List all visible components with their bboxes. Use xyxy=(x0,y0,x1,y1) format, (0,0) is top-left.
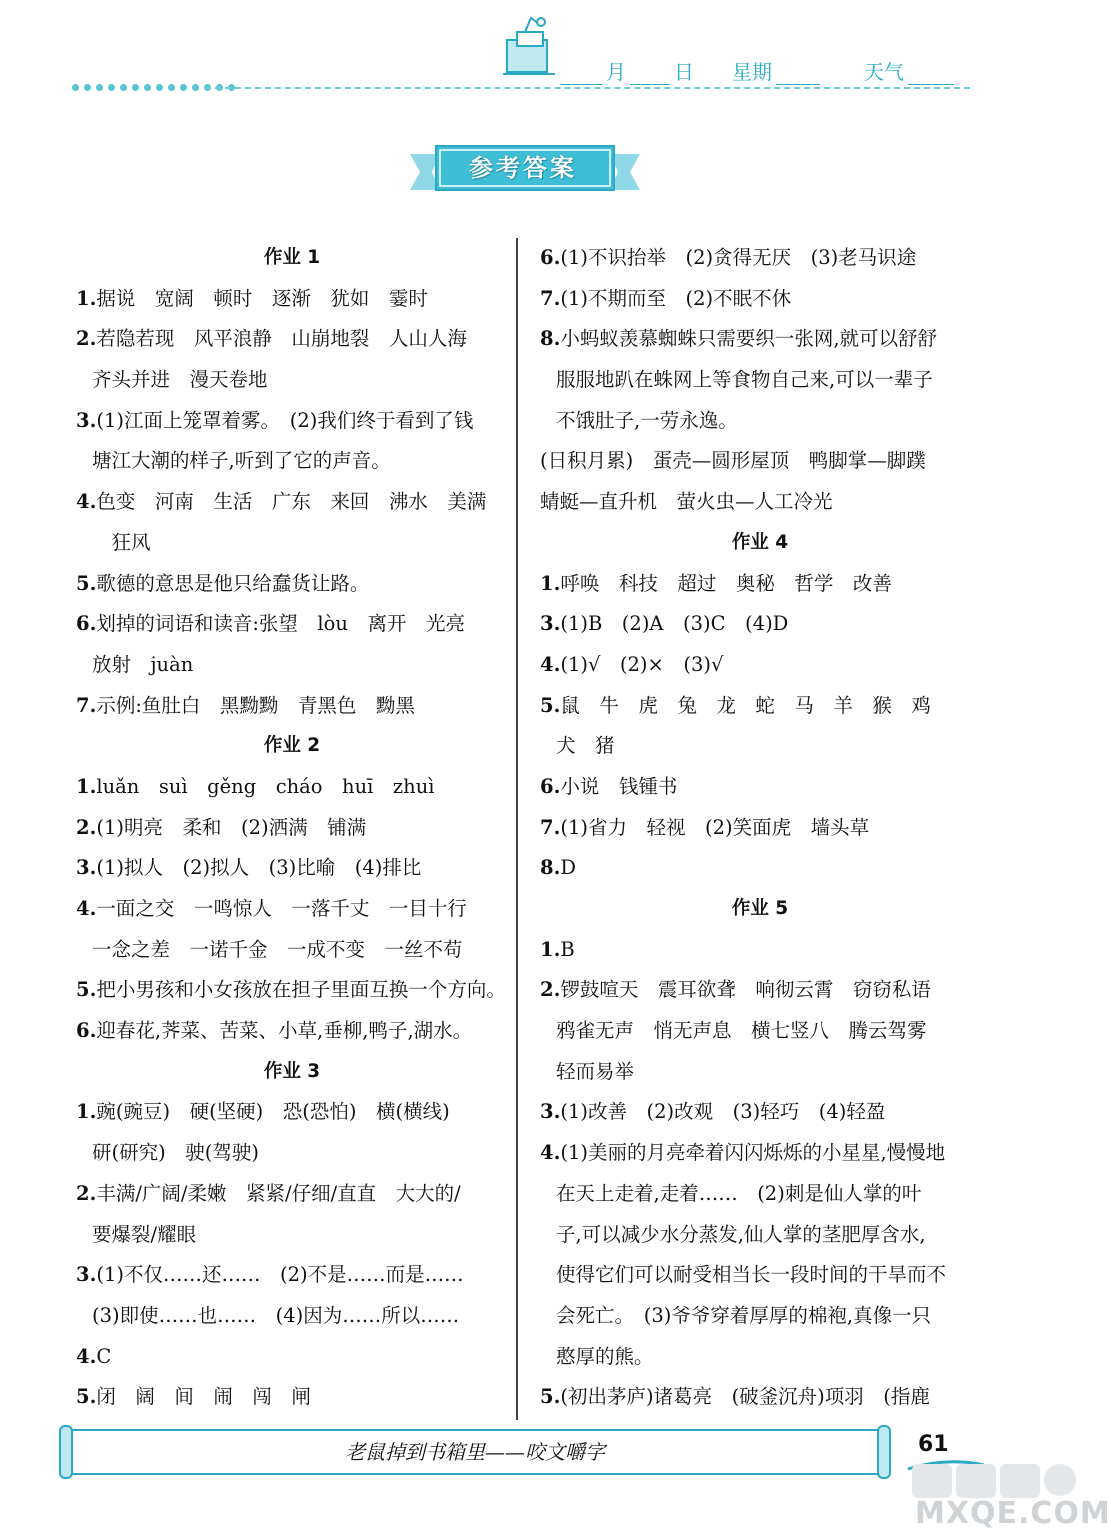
answer-line xyxy=(76,1215,508,1256)
answer-line xyxy=(76,360,508,401)
answer-line xyxy=(76,604,508,645)
answer-text: 迎春花,荠菜、苦菜、小草,垂柳,鸭子,湖水。 xyxy=(96,1019,473,1043)
answer-text: 色变 河南 生活 广东 来回 沸水 美满 xyxy=(96,490,487,514)
banner-title: 参考答案 xyxy=(469,154,577,182)
question-number: 8. xyxy=(540,856,561,880)
question-number: 2. xyxy=(76,327,97,351)
answer-text: 憨厚的熊。 xyxy=(556,1344,654,1368)
question-number: 3. xyxy=(76,1263,97,1287)
day-label: 日 xyxy=(674,60,694,84)
answer-line xyxy=(76,1377,508,1418)
answer-line xyxy=(76,1255,508,1296)
answer-text: 塘江大潮的样子,听到了它的声音。 xyxy=(92,449,391,473)
answer-line xyxy=(540,930,980,971)
question-number: 1. xyxy=(540,937,561,961)
answer-text: 会死亡。 (3)爷爷穿着厚厚的棉袍,真像一只 xyxy=(556,1303,932,1327)
answer-text: 豌(豌豆) 硬(坚硬) 恐(恐怕) 横(横线) xyxy=(96,1100,450,1124)
answer-text: (3)即使……也…… (4)因为……所以…… xyxy=(92,1303,460,1327)
question-number: 3. xyxy=(540,612,561,636)
question-number: 2. xyxy=(540,978,561,1002)
answer-text: 划掉的词语和读音:张望 lòu 离开 光亮 xyxy=(96,612,465,636)
section-heading: 作业 2 xyxy=(263,735,321,757)
answer-line xyxy=(540,726,980,767)
question-number: 6. xyxy=(76,612,97,636)
question-number: 5. xyxy=(76,1385,97,1409)
question-number: 4. xyxy=(540,652,561,676)
answer-line xyxy=(540,808,980,849)
question-number: 2. xyxy=(76,1181,97,1205)
page-header xyxy=(0,0,1089,110)
question-number: 1. xyxy=(76,286,97,310)
answer-text: 歌德的意思是他只给蠢货让路。 xyxy=(96,571,370,595)
answer-text: 把小男孩和小女孩放在担子里面互换一个方向。 xyxy=(96,978,506,1002)
weekday-label: 星期 xyxy=(732,60,772,84)
answer-line xyxy=(540,441,980,482)
answer-line xyxy=(540,1377,980,1418)
answer-text: 使得它们可以耐受相当长一段时间的干旱而不 xyxy=(556,1263,947,1287)
answer-line xyxy=(540,1337,980,1378)
answer-text: 一念之差 一诺千金 一成不变 一丝不苟 xyxy=(92,937,463,961)
answer-text: 不饿肚子,一劳永逸。 xyxy=(556,408,738,432)
answer-text: luǎn suì gěng cháo huī zhuì xyxy=(96,774,435,798)
answer-line xyxy=(540,1052,980,1093)
answer-text: 子,可以减少水分蒸发,仙人掌的茎肥厚含水, xyxy=(556,1222,926,1246)
watermark-url: MXQE.COM xyxy=(915,1496,1111,1531)
answer-line xyxy=(540,645,980,686)
answer-text: 锣鼓喧天 震耳欲聋 响彻云霄 窃窃私语 xyxy=(560,978,931,1002)
answer-line xyxy=(76,523,508,564)
question-number: 2. xyxy=(76,815,97,839)
answer-text: 据说 宽阔 顿时 逐渐 犹如 霎时 xyxy=(96,286,428,310)
answer-line xyxy=(76,686,508,727)
answer-text: 放射 juàn xyxy=(92,652,194,676)
date-fields xyxy=(560,56,954,85)
answer-line xyxy=(76,645,508,686)
answer-line xyxy=(540,1174,980,1215)
column-divider xyxy=(516,238,518,1420)
question-number: 1. xyxy=(540,571,561,595)
question-number: 3. xyxy=(76,856,97,880)
answer-text: (1)美丽的月亮牵着闪闪烁烁的小星星,慢慢地 xyxy=(560,1141,946,1165)
answer-line xyxy=(540,1215,980,1256)
answer-text: B xyxy=(560,937,575,961)
answer-line xyxy=(76,441,508,482)
question-number: 1. xyxy=(76,1100,97,1124)
question-number: 3. xyxy=(76,408,97,432)
section-heading: 作业 5 xyxy=(731,898,789,919)
answer-text: 一面之交 一鸣惊人 一落千丈 一目十行 xyxy=(96,897,467,920)
month-blank[interactable] xyxy=(560,62,602,85)
answer-line xyxy=(540,319,980,360)
answer-text: 小蚂蚁羡慕蜘蛛只需要织一张网,就可以舒舒 xyxy=(560,327,938,351)
answer-line xyxy=(76,808,508,849)
books-illustration-icon xyxy=(495,10,565,80)
question-number: 5. xyxy=(76,571,97,595)
month-label: 月 xyxy=(606,60,626,84)
answer-line xyxy=(76,848,508,889)
weekday-blank[interactable] xyxy=(776,62,820,85)
answer-line xyxy=(540,1133,980,1174)
answer-line xyxy=(540,564,980,605)
answer-text: (1)B (2)A (3)C (4)D xyxy=(560,612,789,636)
page-number: 61 xyxy=(918,1432,949,1457)
answer-line xyxy=(76,279,508,320)
answer-text: 呼唤 科技 超过 奥秘 哲学 改善 xyxy=(560,571,892,595)
answer-line xyxy=(540,970,980,1011)
answer-text: (1)拟人 (2)拟人 (3)比喻 (4)排比 xyxy=(96,856,422,880)
question-number: 4. xyxy=(76,897,97,920)
answer-line xyxy=(76,1133,508,1174)
answer-line xyxy=(540,360,980,401)
section-heading: 作业 3 xyxy=(263,1060,321,1082)
answer-text: 闭 阔 间 闹 闯 闸 xyxy=(96,1385,311,1409)
answer-line xyxy=(76,1092,508,1133)
answer-line xyxy=(76,889,508,930)
left-column xyxy=(76,238,508,1418)
answer-text: 若隐若现 风平浪静 山崩地裂 人山人海 xyxy=(96,327,467,351)
answer-text: (1)√ (2)× (3)√ xyxy=(560,652,724,676)
answer-text: (1)不期而至 (2)不眠不休 xyxy=(560,286,792,310)
answer-text: (1)省力 轻视 (2)笑面虎 墙头草 xyxy=(560,815,870,839)
answer-line xyxy=(76,970,508,1011)
answer-line xyxy=(76,1337,508,1378)
answer-text: 狂风 xyxy=(92,530,151,554)
question-number: 7. xyxy=(540,815,561,839)
header-dashed-line xyxy=(205,87,970,89)
answer-text: C xyxy=(96,1344,112,1368)
answer-line xyxy=(540,401,980,442)
question-number: 5. xyxy=(76,978,97,1002)
answer-text: 犬 猪 xyxy=(556,734,615,758)
answer-line xyxy=(76,564,508,605)
section-heading: 作业 1 xyxy=(263,247,321,268)
right-column xyxy=(540,238,980,1418)
answer-text: D xyxy=(560,856,576,880)
question-number: 7. xyxy=(76,693,97,717)
answer-text: 要爆裂/耀眼 xyxy=(92,1222,197,1246)
question-number: 3. xyxy=(540,1100,561,1124)
answer-line xyxy=(540,848,980,889)
question-number: 7. xyxy=(540,286,561,310)
answer-text: 在天上走着,走着…… (2)刺是仙人掌的叶 xyxy=(556,1181,922,1205)
answer-line xyxy=(76,482,508,523)
answer-line xyxy=(540,279,980,320)
question-number: 6. xyxy=(540,246,561,269)
question-number: 4. xyxy=(76,1344,97,1368)
section-heading: 作业 4 xyxy=(731,531,789,553)
answer-line xyxy=(76,767,508,808)
answer-text: (1)明亮 柔和 (2)洒满 铺满 xyxy=(96,815,367,839)
answer-text: 轻而易举 xyxy=(556,1059,635,1083)
footer-saying: 老鼠掉到书箱里——咬文嚼字 xyxy=(345,1440,605,1464)
answer-text: 齐头并进 漫天卷地 xyxy=(92,368,268,392)
answer-text: (1)改善 (2)改观 (3)轻巧 (4)轻盈 xyxy=(560,1100,886,1124)
question-number: 4. xyxy=(540,1141,561,1165)
answer-text: (日积月累) 蛋壳—圆形屋顶 鸭脚掌—脚蹼 xyxy=(540,449,926,473)
answer-line xyxy=(76,930,508,971)
day-blank[interactable] xyxy=(630,62,670,85)
answer-text: 鸦雀无声 悄无声息 横七竖八 腾云驾雾 xyxy=(556,1019,927,1043)
answer-line xyxy=(76,1011,508,1052)
question-number: 6. xyxy=(76,1019,97,1043)
answer-text: (初出茅庐)诸葛亮 (破釜沉舟)项羽 (指鹿 xyxy=(560,1385,930,1409)
answer-text: 丰满/广阔/柔嫩 紧紧/仔细/直直 大大的/ xyxy=(96,1181,461,1205)
answer-text: (1)江面上笼罩着雾。 (2)我们终于看到了钱 xyxy=(96,408,474,432)
answer-line xyxy=(76,401,508,442)
answer-text: 示例:鱼肚白 黑黝黝 青黑色 黝黑 xyxy=(96,693,415,717)
question-number: 5. xyxy=(540,693,561,717)
answer-text: 服服地趴在蛛网上等食物自己来,可以一辈子 xyxy=(556,368,933,392)
answer-text: 研(研究) 驶(驾驶) xyxy=(92,1141,259,1165)
answer-text: (1)不识抬举 (2)贪得无厌 (3)老马识途 xyxy=(560,246,917,269)
answer-line xyxy=(540,767,980,808)
answer-line xyxy=(540,1255,980,1296)
question-number: 4. xyxy=(76,490,97,514)
answer-text: 小说 钱锺书 xyxy=(560,774,678,798)
question-number: 6. xyxy=(540,774,561,798)
answer-text: 鼠 牛 虎 兔 龙 蛇 马 羊 猴 鸡 xyxy=(560,693,931,717)
answer-text: (1)不仅……还…… (2)不是……而是…… xyxy=(96,1263,464,1287)
answer-line xyxy=(76,1174,508,1215)
answer-line xyxy=(540,1296,980,1337)
answer-line xyxy=(540,604,980,645)
answer-line xyxy=(540,1011,980,1052)
question-number: 8. xyxy=(540,327,561,351)
answer-line xyxy=(540,1092,980,1133)
question-number: 1. xyxy=(76,774,97,798)
weather-label: 天气 xyxy=(864,60,904,84)
answer-text: 蜻蜓—直升机 萤火虫—人工冷光 xyxy=(540,490,833,514)
answer-line xyxy=(540,686,980,727)
answer-line xyxy=(76,319,508,360)
answer-line xyxy=(540,482,980,523)
answer-line xyxy=(540,238,980,279)
weather-blank[interactable] xyxy=(908,62,954,85)
answer-line xyxy=(76,1296,508,1337)
question-number: 5. xyxy=(540,1385,561,1409)
